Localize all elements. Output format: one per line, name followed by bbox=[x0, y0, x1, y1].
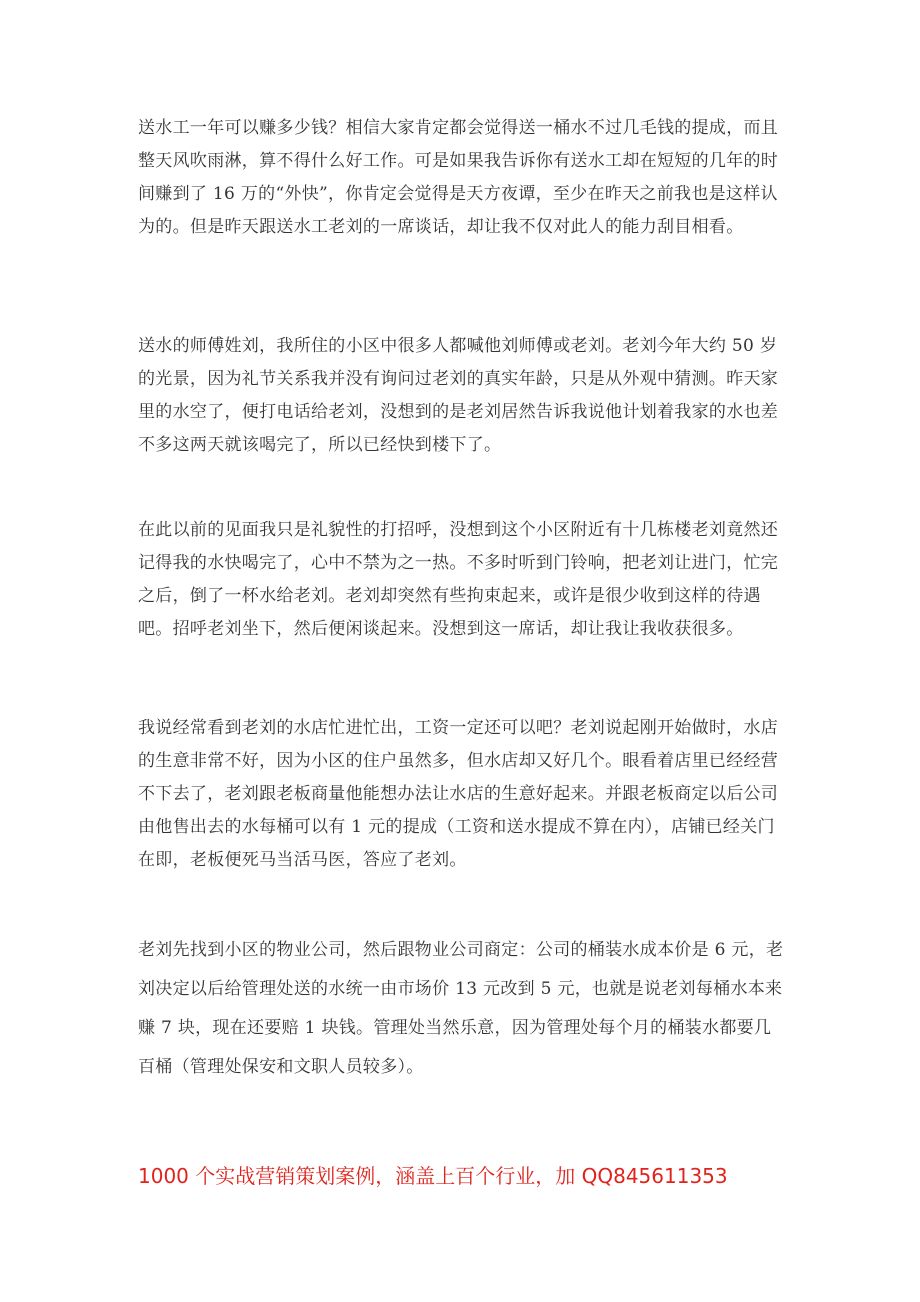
paragraph-visit: 在此以前的见面我只是礼貌性的打招呼，没想到这个小区附近有十几栋楼老刘竟然还记得我的水快喝完了，心中不禁为之一热。不多时听到门铃响，把老刘让进门，忙完之后，倒了一杯水给老刘。老刘却突然有些拘束起来，或许是很少收到这样的待遇吧。招呼老刘坐下，然后便闲谈起来。没想到这一席话，却让我让我收获很多。 bbox=[138, 520, 779, 639]
paragraph-intro: 送水工一年可以赚多少钱？相信大家肯定都会觉得送一桶水不过几毛钱的提成，而且整天风吹雨淋，算不得什么好工作。可是如果我告诉你有送水工却在短短的几年的时间赚到了 16 万的“外快”，你肯定会觉得是天方夜谭，至少在昨天之前我也是这样认为的。但是昨天跟送水工老刘的一席谈话，却让我不仅对此人的能力刮目相看。 bbox=[138, 118, 779, 237]
paragraph-water-shop: 我说经常看到老刘的水店忙进忙出，工资一定还可以吧？老刘说起刚开始做时，水店的生意非常不好，因为小区的住户虽然多，但水店却又好几个。眼看着店里已经经营不下去了，老刘跟老板商量他能想办法让水店的生意好起来。并跟老板商定以后公司由他售出去的水每桶可以有 1 元的提成（工资和送水提成不算在内），店铺已经关门在即，老板便死马当活马医，答应了老刘。 bbox=[138, 718, 779, 870]
paragraph-introducing-liu: 送水的师傅姓刘，我所住的小区中很多人都喊他刘师傅或老刘。老刘今年大约 50 岁的光景，因为礼节关系我并没有询问过老刘的真实年龄，只是从外观中猜测。昨天家里的水空了，便打电话给老刘，没想到的是老刘居然告诉我说他计划着我家的水也差不多这两天就该喝完了，所以已经快到楼下了。 bbox=[138, 336, 779, 455]
promo-text: 1000 个实战营销策划案例，涵盖上百个行业，加 QQ845611353 bbox=[138, 1164, 728, 1188]
paragraph-property-deal: 老刘先找到小区的物业公司，然后跟物业公司商定：公司的桶装水成本价是 6 元，老刘决定以后给管理处送的水统一由市场价 13 元改到 5 元，也就是说老刘每桶水本来赚 7 块，现在还要赔 1 块钱。管理处当然乐意，因为管理处每个月的桶装水都要几百桶（管理处保安和文职人员较多）。 bbox=[138, 940, 784, 1077]
